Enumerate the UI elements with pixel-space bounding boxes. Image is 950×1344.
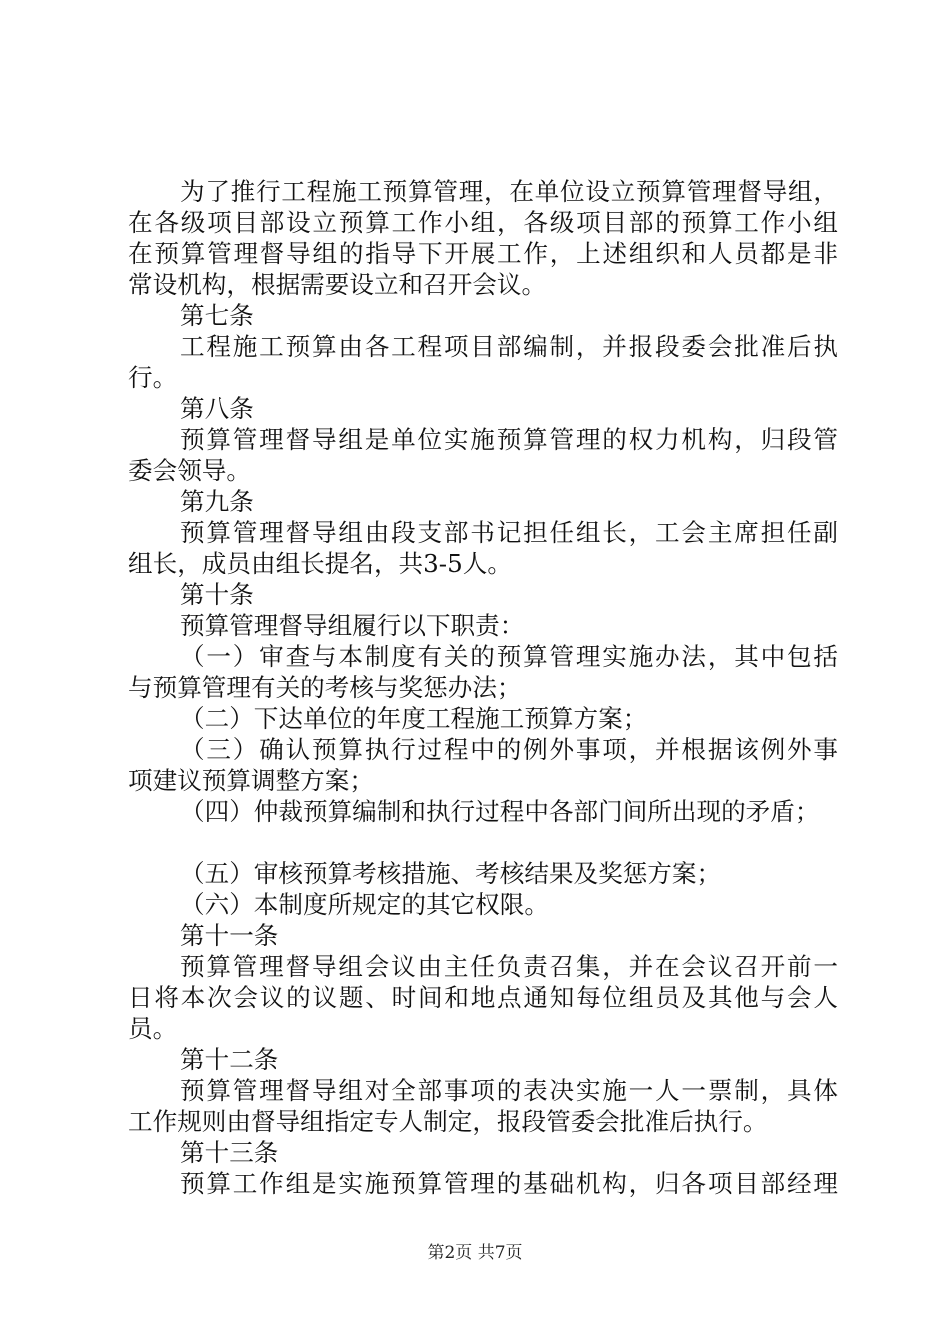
list-item-line: （一）审查与本制度有关的预算管理实施办法，其中包括 (180, 642, 838, 671)
article-heading: 第十二条 (180, 1045, 279, 1074)
paragraph-line: 组长，成员由组长提名，共3-5人。 (128, 549, 512, 578)
article-heading: 第九条 (180, 487, 254, 516)
page-footer (0, 1242, 950, 1264)
article-heading: 第十条 (180, 580, 254, 609)
article-heading: 第十一条 (180, 921, 279, 950)
paragraph-line: 在各级项目部设立预算工作小组，各级项目部的预算工作小组 (128, 208, 838, 237)
paragraph-line: 预算管理督导组履行以下职责： (180, 611, 525, 640)
paragraph-line: 预算管理督导组会议由主任负责召集，并在会议召开前一 (180, 952, 838, 981)
list-item-line: （四）仲裁预算编制和执行过程中各部门间所出现的矛盾； (180, 797, 820, 826)
paragraph-line: 在预算管理督导组的指导下开展工作，上述组织和人员都是非 (128, 239, 838, 268)
paragraph-line: 委会领导。 (128, 456, 251, 485)
blank-line (128, 827, 838, 858)
page-number: 第2页 共7页 (427, 1243, 523, 1263)
list-item-line: 项建议预算调整方案； (128, 766, 374, 795)
paragraph-line: 工程施工预算由各工程项目部编制，并报段委会批准后执 (180, 332, 838, 361)
list-item-line: 与预算管理有关的考核与奖惩办法； (128, 673, 522, 702)
list-item-line: （二）下达单位的年度工程施工预算方案； (180, 704, 648, 733)
paragraph-line: 预算工作组是实施预算管理的基础机构，归各项目部经理 (180, 1169, 838, 1198)
article-heading: 第七条 (180, 301, 254, 330)
list-item-line: （五）审核预算考核措施、考核结果及奖惩方案； (180, 859, 722, 888)
paragraph-line: 预算管理督导组由段支部书记担任组长，工会主席担任副 (180, 518, 838, 547)
paragraph-line: 预算管理督导组是单位实施预算管理的权力机构，归段管 (180, 425, 838, 454)
list-item-line: （三）确认预算执行过程中的例外事项，并根据该例外事 (180, 735, 838, 764)
paragraph-line: 日将本次会议的议题、时间和地点通知每位组员及其他与会人 (128, 983, 838, 1012)
document-body (128, 176, 838, 1199)
paragraph-line: 预算管理督导组对全部事项的表决实施一人一票制，具体 (180, 1076, 838, 1105)
list-item-line: （六）本制度所规定的其它权限。 (180, 890, 549, 919)
article-heading: 第八条 (180, 394, 254, 423)
paragraph-line: 常设机构，根据需要设立和召开会议。 (128, 270, 547, 299)
paragraph-line: 为了推行工程施工预算管理，在单位设立预算管理督导组， (180, 177, 838, 206)
paragraph-line: 员。 (128, 1014, 178, 1043)
paragraph-line: 工作规则由督导组指定专人制定，报段管委会批准后执行。 (128, 1107, 768, 1136)
article-heading: 第十三条 (180, 1138, 279, 1167)
paragraph-line: 行。 (128, 363, 178, 392)
